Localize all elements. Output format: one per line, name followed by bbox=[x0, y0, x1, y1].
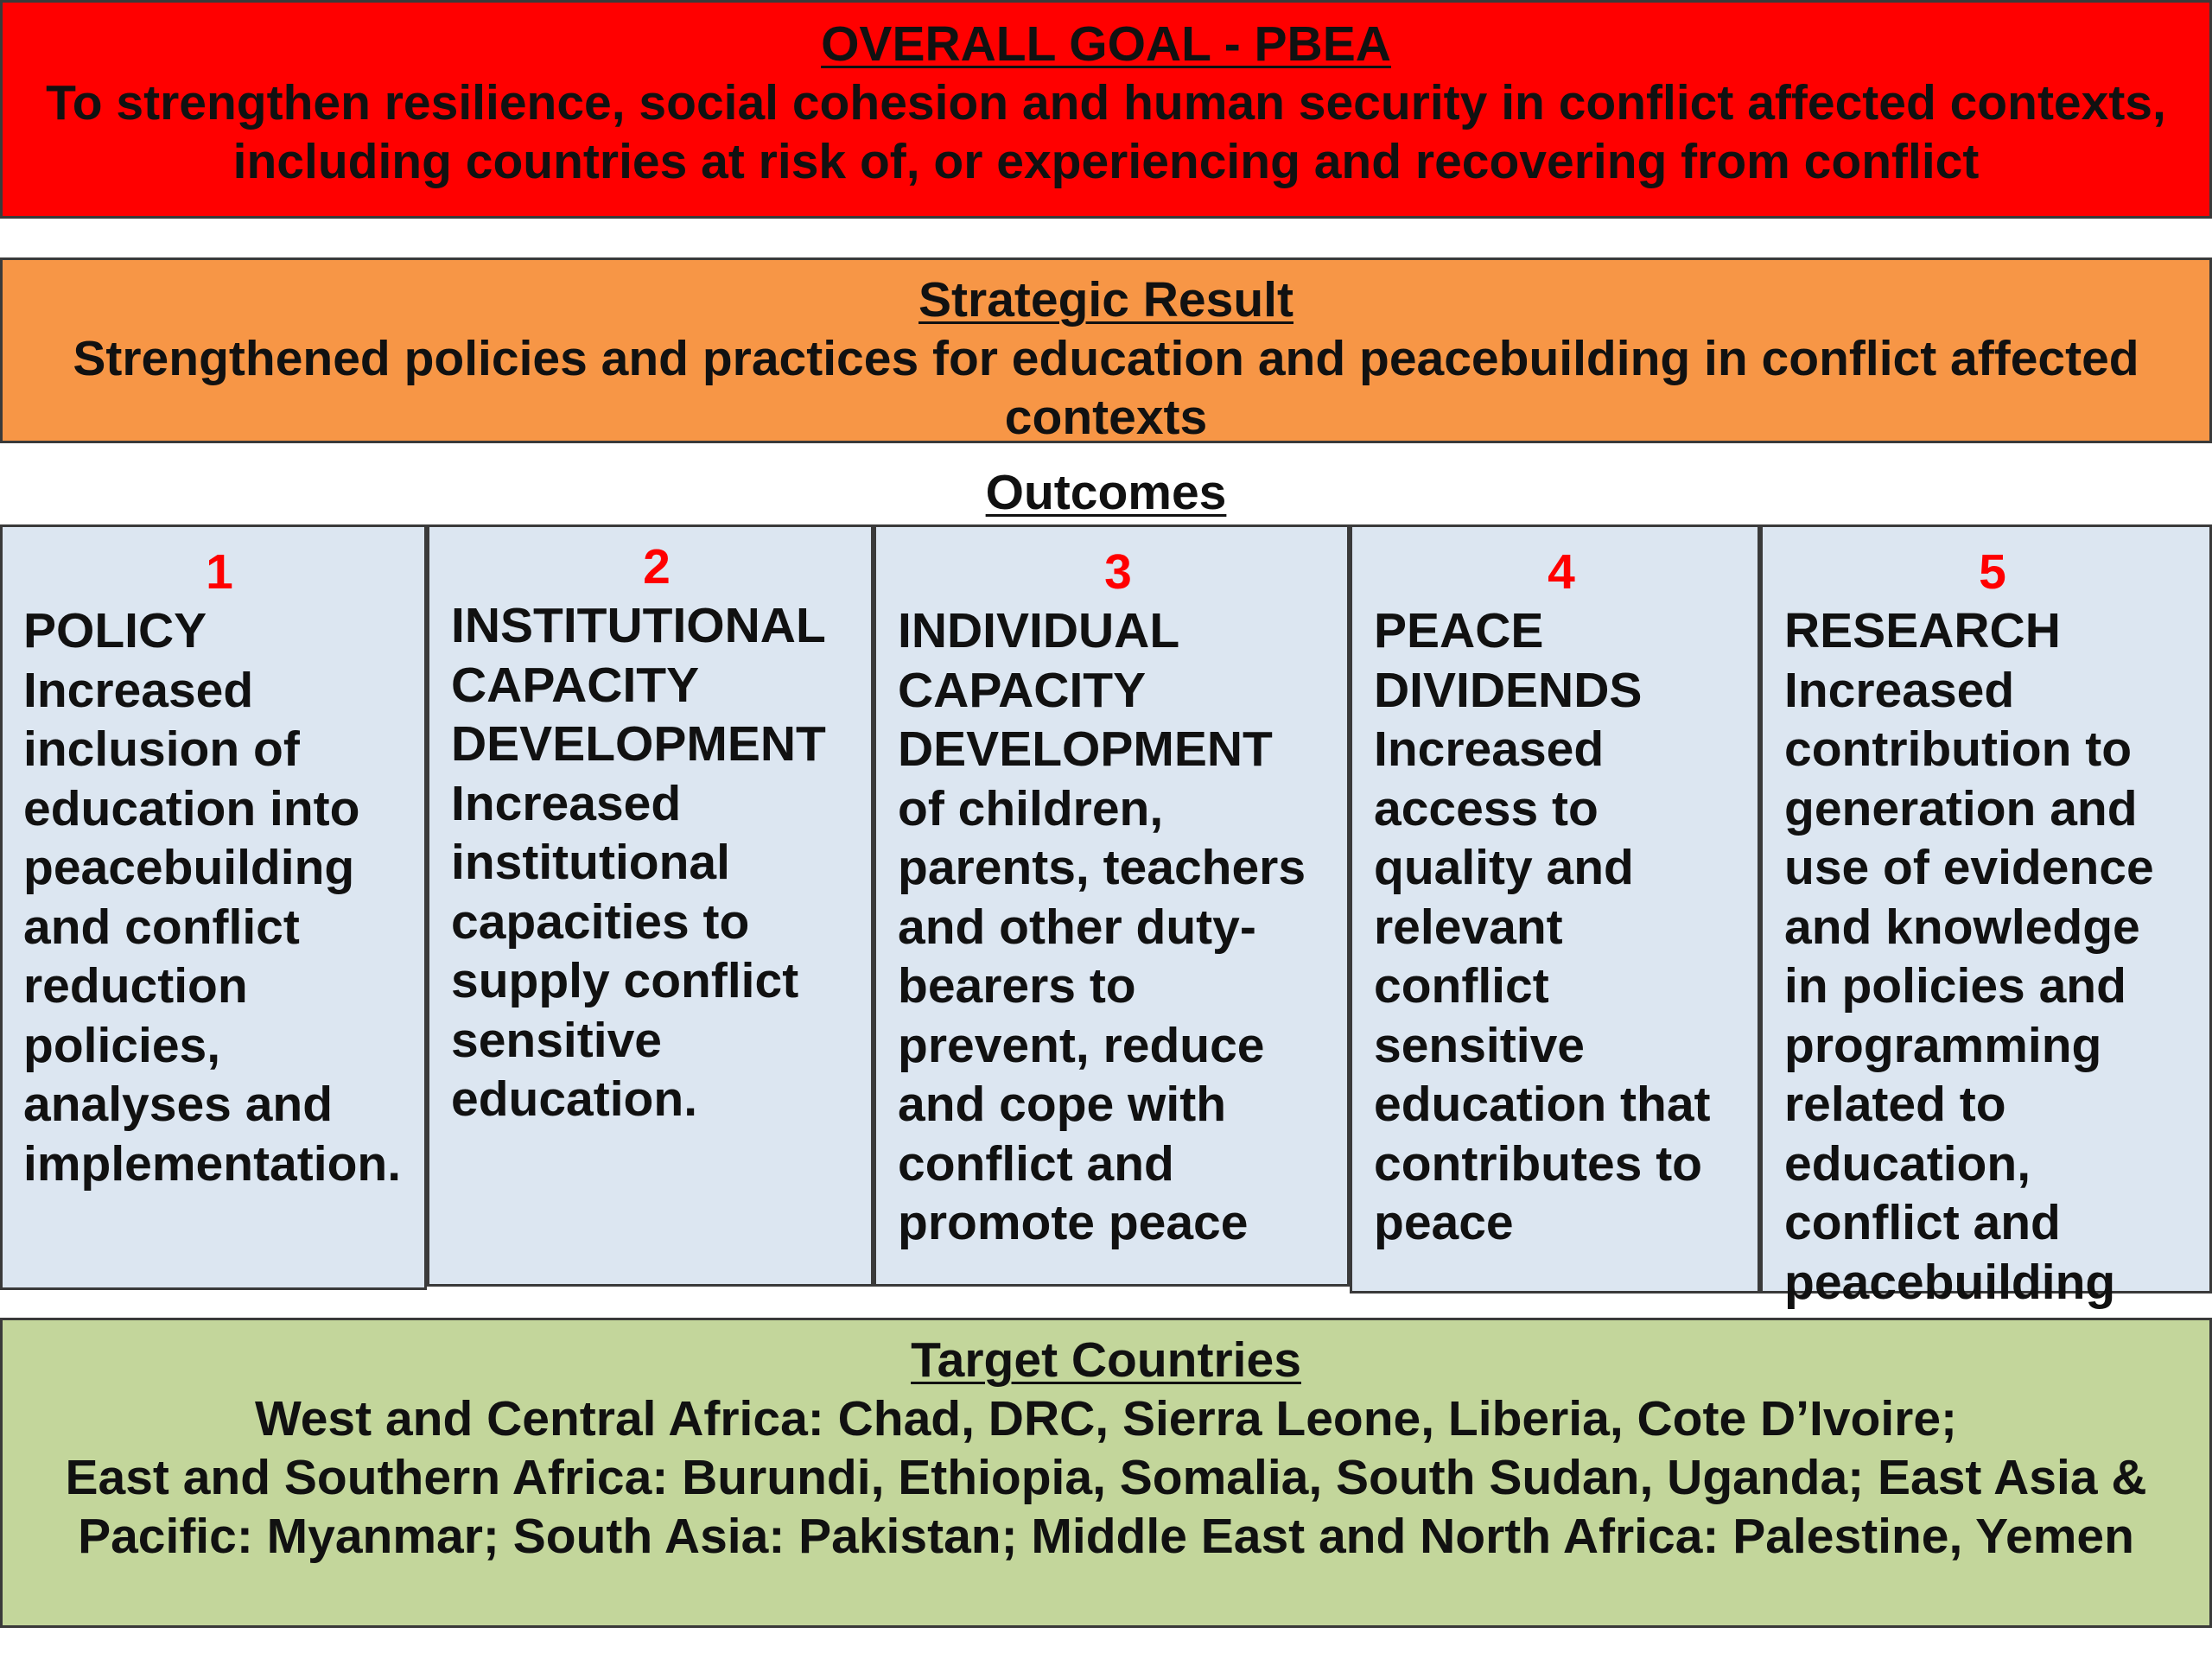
outcome-number: 1 bbox=[206, 544, 233, 600]
outcomes-heading: Outcomes bbox=[985, 465, 1227, 520]
outcome-box-institutional-capacity bbox=[427, 524, 874, 1287]
outcome-text: INSTITUTIONAL CAPACITY DEVELOPMENT Increased institutional capacities to supply conflict sensitive education. bbox=[451, 598, 826, 1127]
outcome-text: PEACE DIVIDENDS Increased access to quality and relevant conflict sensitive education that contributes to peace bbox=[1374, 603, 1711, 1250]
strategic-result-box bbox=[0, 257, 2212, 443]
outcome-box-research bbox=[1760, 524, 2212, 1310]
overall-goal-heading: OVERALL GOAL - PBEA bbox=[821, 16, 1391, 72]
outcome-box-peace-dividends bbox=[1350, 524, 1760, 1294]
target-countries-text: West and Central Africa: Chad, DRC, Sierra Leone, Liberia, Cote D’Ivoire; East and Southern Africa: Burundi, Ethiopia, Somalia, South Sudan, Uganda; East Asia & Pacific: Myanmar; South Asia: Pakistan; Middle East and North Africa: Palestine, Yemen bbox=[65, 1391, 2147, 1564]
outcome-number: 2 bbox=[643, 539, 671, 594]
outcome-text: RESEARCH Increased contribution to generation and use of evidence and knowledge in policies and programming related to education, conflict and peacebuilding bbox=[1784, 603, 2154, 1310]
outcome-text: POLICY Increased inclusion of education into peacebuilding and conflict reduction policies, analyses and implementation. bbox=[23, 603, 402, 1192]
target-countries-box bbox=[0, 1318, 2212, 1628]
outcome-number: 4 bbox=[1548, 544, 1575, 600]
strategic-result-heading: Strategic Result bbox=[918, 272, 1294, 327]
strategic-result-text: Strengthened policies and practices for education and peacebuilding in conflict affected contexts bbox=[73, 331, 2139, 445]
outcome-text: INDIVIDUAL CAPACITY DEVELOPMENT of children, parents, teachers and other duty- bearers to prevent, reduce and cope with conflict and promote peace bbox=[898, 603, 1306, 1250]
target-countries-heading: Target Countries bbox=[911, 1332, 1301, 1388]
overall-goal-box bbox=[0, 0, 2212, 219]
outcome-number: 5 bbox=[1979, 544, 2006, 600]
outcome-box-policy bbox=[0, 524, 427, 1290]
outcome-box-individual-capacity bbox=[874, 524, 1350, 1287]
overall-goal-text: To strengthen resilience, social cohesion and human security in conflict affected contexts, including countries at risk of, or experiencing and recovering from conflict bbox=[46, 75, 2166, 189]
outcome-number: 3 bbox=[1104, 544, 1132, 600]
